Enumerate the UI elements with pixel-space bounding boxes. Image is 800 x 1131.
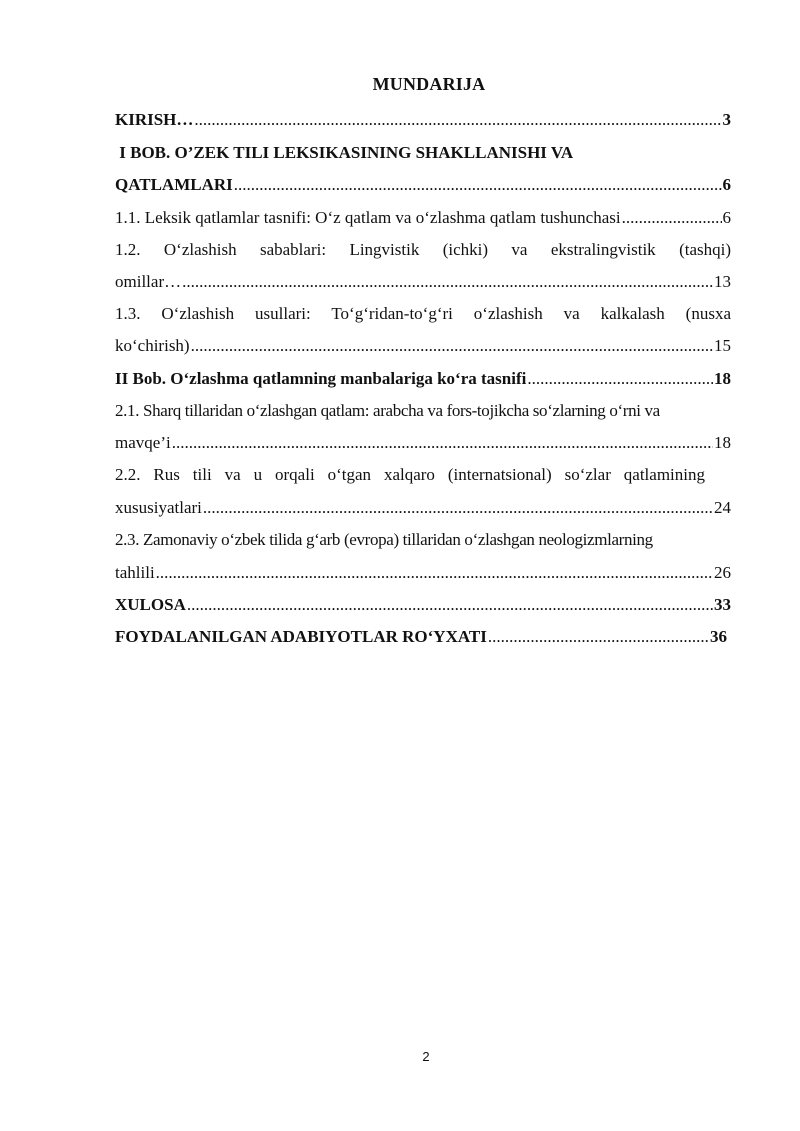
toc-entry-page: 24 [714,498,731,517]
toc-entry-text: mavqe’i [115,433,171,452]
dot-leader [187,593,713,617]
toc-entry-page: 36 [710,627,727,646]
toc-entry-text: omillar… [115,272,182,291]
toc-entry-page: 33 [714,595,731,614]
dot-leader [527,367,713,391]
dot-leader [488,625,709,649]
toc-entry-2-1[interactable] [115,431,731,455]
page-number: 2 [422,1049,430,1064]
toc-entry-2-3-line1[interactable] [115,528,731,552]
toc-entry-1-3[interactable] [115,334,731,358]
toc-entry-1-2[interactable] [115,270,731,294]
toc-entry-text: 2.1. Sharq tillaridan o‘zlashgan qatlam: arabcha va fors-tojikcha so‘zlarning o‘rni va [115,401,660,420]
toc-heading: MUNDARIJA [372,74,486,94]
toc-entry-page: 13 [714,272,731,291]
toc-entry-text: QATLAMLARI [115,175,233,194]
toc-entry-text: xususiyatlari [115,498,202,517]
toc-entry-text: 2.3. Zamonaviy o‘zbek tilida g‘arb (evropa) tillaridan o‘zlashgan neologizmlarning [115,530,653,549]
toc-entry-text: tahlili [115,563,155,582]
toc-entry-page: 18 [714,433,731,452]
dot-leader [622,206,722,230]
dot-leader [234,173,722,197]
toc-entry-chapter1[interactable] [115,173,731,197]
toc-entry-page: 3 [722,110,731,129]
toc-entry-text: II Bob. O‘zlashma qatlamning manbalariga ko‘ra tasnifi [115,369,527,388]
toc-entry-page: 6 [722,175,731,194]
toc-entry-1-3-line1[interactable] [115,302,731,326]
toc-entry-1-2-line1[interactable] [115,238,731,262]
toc-entry-page: 26 [714,563,731,582]
toc-entry-chapter2[interactable] [115,367,731,391]
toc-entry-2-2[interactable] [115,496,731,520]
toc-entry-text: I BOB. O’ZEK TILI LEKSIKASINING SHAKLLANISHI VA [115,143,574,162]
dot-leader [182,270,713,294]
toc-entry-2-1-line1[interactable] [115,399,731,423]
toc-entry-page: 18 [714,369,731,388]
toc-entry-page: 15 [714,336,731,355]
toc-entry-chapter1-line1[interactable] [115,141,731,165]
dot-leader [156,561,713,585]
toc-entry-kirish[interactable] [115,108,731,132]
toc-entry-text: 1.2. O‘zlashish sabablari: Lingvistik (ichki) va ekstralingvistik (tashqi) [115,240,731,259]
toc-entry-text: FOYDALANILGAN ADABIYOTLAR RO‘YXATI [115,627,487,646]
toc-entry-1-1[interactable] [115,206,731,230]
toc-entry-xulosa[interactable] [115,593,731,617]
toc-entry-text: XULOSA [115,595,186,614]
toc-entry-text: KIRISH… [115,110,194,129]
toc-entry-text: 1.3. O‘zlashish usullari: To‘g‘ridan-to‘g‘ri o‘zlashish va kalkalash (nusxa [115,304,731,323]
dot-leader [172,431,713,455]
dot-leader [203,496,713,520]
dot-leader [191,334,713,358]
toc-entry-page: 6 [722,208,731,227]
toc-entry-text: 1.1. Leksik qatlamlar tasnifi: O‘z qatlam va o‘zlashma qatlam tushunchasi [115,208,621,227]
toc-entry-2-3[interactable] [115,561,731,585]
dot-leader [194,108,721,132]
toc-entry-text: ko‘chirish) [115,336,190,355]
toc-entry-text: 2.2. Rus tili va u orqali o‘tgan xalqaro (internatsional) so‘zlar qatlamining [115,465,705,484]
toc-entry-2-2-line1[interactable] [115,463,705,487]
toc-entry-bibliography[interactable] [115,625,727,649]
